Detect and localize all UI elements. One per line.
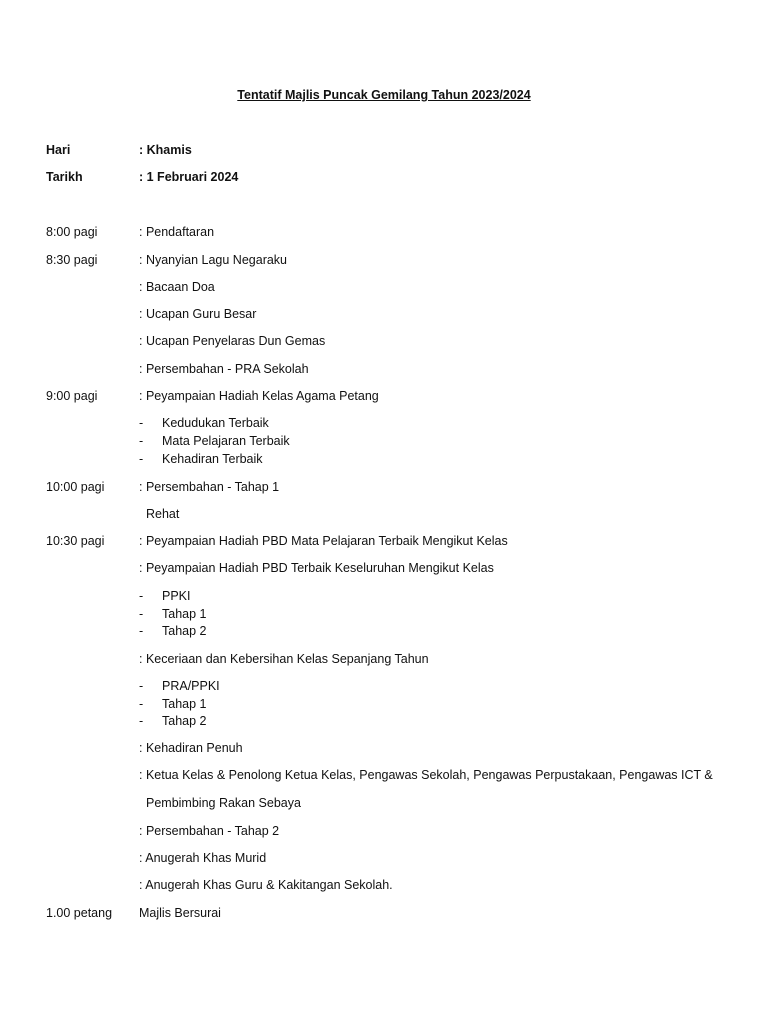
list-item-label: Tahap 2 (162, 624, 207, 638)
schedule-item: : Bacaan Doa (139, 280, 215, 294)
list-item-label: Kehadiran Terbaik (162, 452, 263, 466)
hari-label: Hari (46, 143, 71, 157)
schedule-item: : Pendaftaran (139, 225, 215, 239)
schedule-item: : Keceriaan dan Kebersihan Kelas Sepanjang Tahun (139, 652, 429, 666)
bullet-dash: - (139, 434, 144, 448)
schedule-item: : Persembahan - Tahap 1 (139, 480, 280, 494)
bullet-dash: - (139, 452, 144, 466)
list-item-label: Mata Pelajaran Terbaik (162, 434, 290, 448)
schedule-item: : Ucapan Penyelaras Dun Gemas (139, 334, 326, 348)
bullet-dash: - (139, 714, 144, 728)
bullet-dash: - (139, 589, 144, 603)
tarikh-label: Tarikh (46, 170, 83, 184)
tarikh-value: : 1 Februari 2024 (139, 170, 239, 184)
list-item-label: Tahap 1 (162, 697, 207, 711)
schedule-item: : Anugerah Khas Murid (139, 851, 267, 865)
list-item-label: Tahap 1 (162, 607, 207, 621)
schedule-item: : Nyanyian Lagu Negaraku (139, 253, 288, 267)
bullet-dash: - (139, 416, 144, 430)
document-title: Tentatif Majlis Puncak Gemilang Tahun 2023/2024 (237, 88, 531, 102)
schedule-item: : Peyampaian Hadiah PBD Terbaik Keseluruhan Mengikut Kelas (139, 561, 494, 575)
time-label: 8:00 pagi (46, 225, 98, 239)
bullet-dash: - (139, 607, 144, 621)
bullet-dash: - (139, 624, 144, 638)
list-item-label: Tahap 2 (162, 714, 207, 728)
time-label: 10:30 pagi (46, 534, 105, 548)
schedule-item: Pembimbing Rakan Sebaya (146, 796, 301, 810)
list-item-label: PPKI (162, 589, 191, 603)
schedule-item: : Kehadiran Penuh (139, 741, 243, 755)
bullet-dash: - (139, 697, 144, 711)
list-item-label: Kedudukan Terbaik (162, 416, 269, 430)
time-label: 8:30 pagi (46, 253, 98, 267)
schedule-item: : Persembahan - PRA Sekolah (139, 362, 309, 376)
schedule-item: : Ucapan Guru Besar (139, 307, 257, 321)
schedule-item: : Peyampaian Hadiah PBD Mata Pelajaran Terbaik Mengikut Kelas (139, 534, 508, 548)
time-label: 9:00 pagi (46, 389, 98, 403)
hari-value: : Khamis (139, 143, 192, 157)
schedule-item: : Anugerah Khas Guru & Kakitangan Sekolah. (139, 878, 393, 892)
schedule-item: : Peyampaian Hadiah Kelas Agama Petang (139, 389, 379, 403)
schedule-item: : Ketua Kelas & Penolong Ketua Kelas, Pengawas Sekolah, Pengawas Perpustakaan, Pengawas ICT & (139, 768, 713, 782)
list-item-label: PRA/PPKI (162, 679, 220, 693)
time-label: 10:00 pagi (46, 480, 105, 494)
schedule-item: Majlis Bersurai (139, 906, 221, 920)
bullet-dash: - (139, 679, 144, 693)
time-label: 1.00 petang (46, 906, 113, 920)
schedule-item: : Persembahan - Tahap 2 (139, 824, 280, 838)
schedule-item: Rehat (146, 507, 180, 521)
